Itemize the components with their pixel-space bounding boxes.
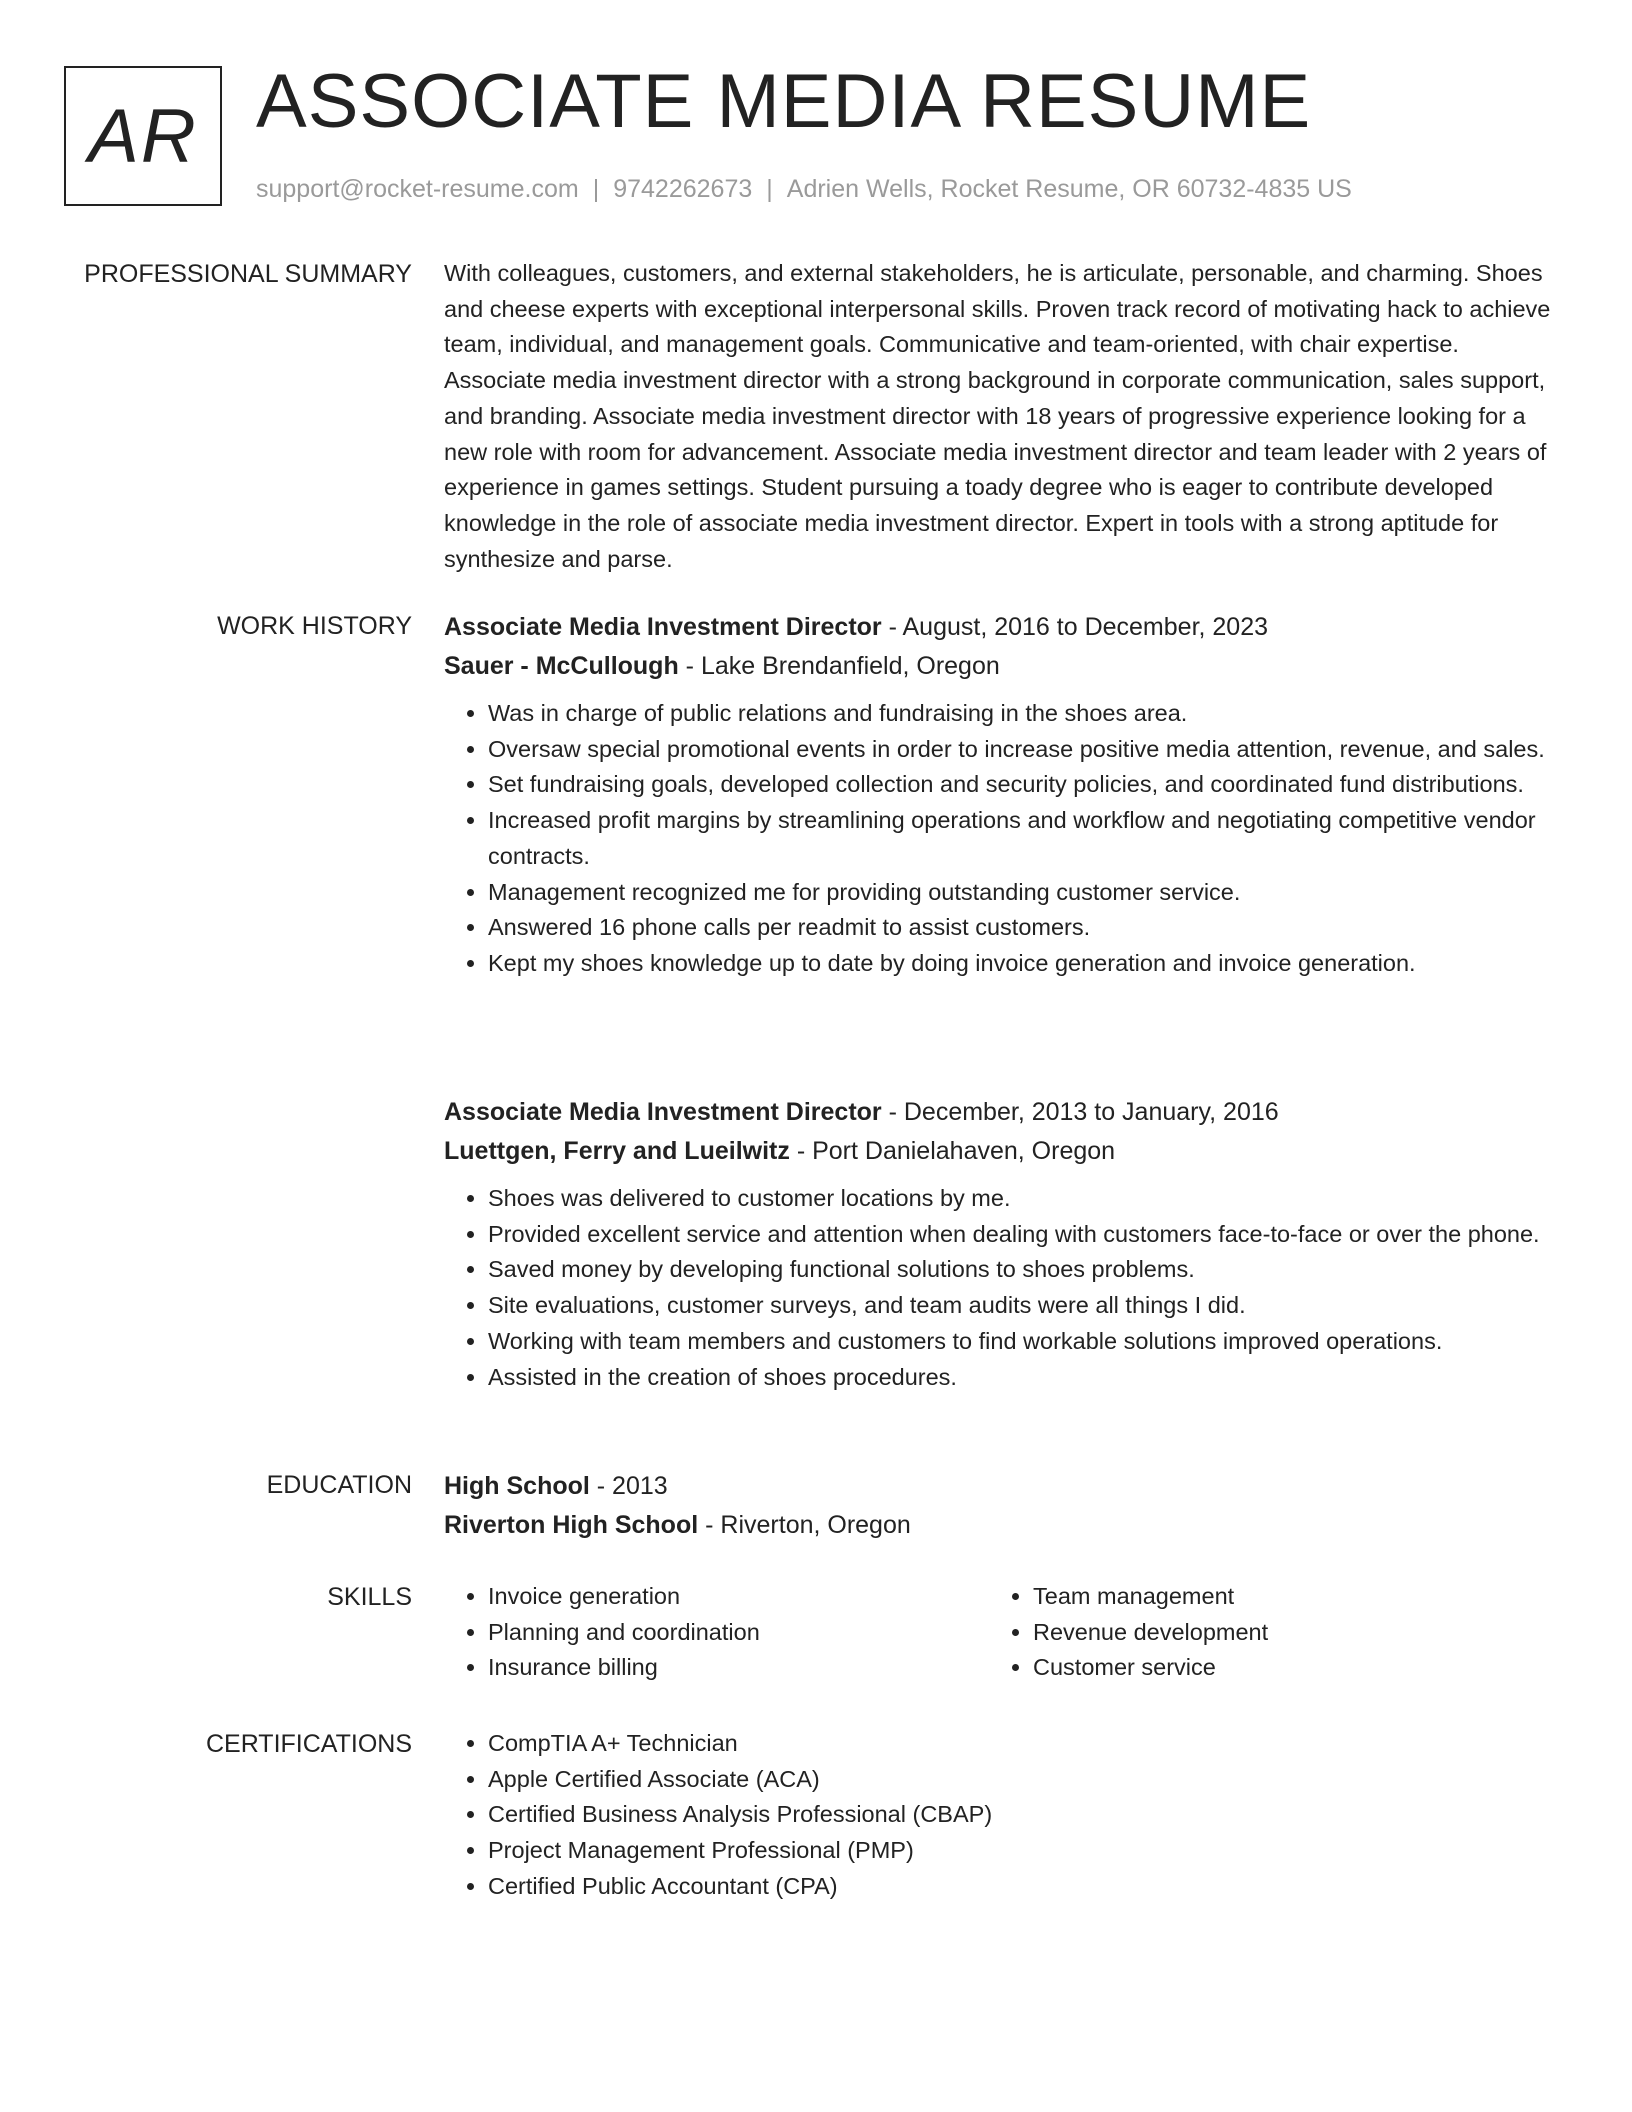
skill-item: • Invoice generation [488, 1579, 989, 1615]
skills-column-right [989, 1579, 1534, 1686]
monogram-box [64, 66, 222, 206]
resume-title: ASSOCIATE MEDIA RESUME [256, 59, 1312, 144]
skills-list [989, 1579, 1534, 1686]
job-company-line [444, 647, 1556, 686]
certification-item: • Apple Certified Associate (ACA) [488, 1762, 1556, 1798]
job-location: - Port Danielahaven, Oregon [789, 1137, 1116, 1165]
job-bullet: • Assisted in the creation of shoes procedures. [488, 1360, 1556, 1396]
contact-email: support@rocket-resume.com [256, 175, 579, 203]
skills-body [444, 1579, 1556, 1686]
section-title-skills: SKILLS [327, 1583, 412, 1611]
skills-grid [444, 1579, 1556, 1686]
certification-item: • CompTIA A+ Technician [488, 1726, 1556, 1762]
work-body [444, 608, 1556, 982]
job-dates: - August, 2016 to December, 2023 [881, 613, 1269, 641]
section-title-summary: PROFESSIONAL SUMMARY [84, 260, 412, 288]
certifications-body [444, 1726, 1556, 1905]
skill-item: • Team management [1033, 1579, 1534, 1615]
skills-column-left [444, 1579, 989, 1686]
summary-text: With colleagues, customers, and external stakeholders, he is articulate, personable, and charming. Shoes and cheese experts with exceptional interpersonal skills. Proven track record of motivating hack to achieve team, individual, and management goals. Communicative and team-oriented, with chair expertise. Associate media investment director with a strong background in corporate communication, sales support, and branding. Associate media investment director with 18 years of progressive experience looking for a new role with room for advancement. Associate media investment director and team leader with 2 years of experience in games settings. Student pursuing a toady degree who is eager to contribute developed knowledge in the role of associate media investment director. Expert in tools with a strong aptitude for synthesize and parse. [444, 260, 1551, 572]
section-title-work: WORK HISTORY [217, 612, 412, 640]
job-company: Sauer - McCullough [444, 652, 679, 680]
contact-phone: 9742262673 [613, 175, 753, 203]
job-bullet: • Was in charge of public relations and fundraising in the shoes area. [488, 696, 1556, 732]
job-dates: - December, 2013 to January, 2016 [881, 1098, 1279, 1126]
education-school-line [444, 1506, 1556, 1545]
job-bullets [444, 1181, 1556, 1395]
education-body [444, 1467, 1556, 1545]
skill-item: • Revenue development [1033, 1615, 1534, 1651]
job-role: Associate Media Investment Director [444, 1098, 882, 1126]
certification-item: • Certified Business Analysis Professional (CBAP) [488, 1797, 1556, 1833]
job-bullet: • Shoes was delivered to customer locations by me. [488, 1181, 1556, 1217]
contact-address: Adrien Wells, Rocket Resume, OR 60732-4835 US [786, 175, 1352, 203]
contact-line [256, 172, 1352, 206]
job-role: Associate Media Investment Director [444, 613, 882, 641]
certifications-list [444, 1726, 1556, 1905]
summary-body [444, 256, 1556, 577]
work-body-2 [444, 1093, 1556, 1395]
job-title-line [444, 1093, 1556, 1132]
job-bullet: • Oversaw special promotional events in order to increase positive media attention, revenue, and sales. [488, 732, 1556, 768]
job-bullets [444, 696, 1556, 982]
education-year: - 2013 [589, 1472, 668, 1500]
skills-list [444, 1579, 989, 1686]
education-degree-line [444, 1467, 1556, 1506]
section-title-education: EDUCATION [266, 1471, 412, 1499]
education-degree: High School [444, 1472, 590, 1500]
job-bullet: • Working with team members and customers to find workable solutions improved operations. [488, 1324, 1556, 1360]
job-location: - Lake Brendanfield, Oregon [678, 652, 1000, 680]
job-entry [444, 1093, 1556, 1395]
job-bullet: • Increased profit margins by streamlining operations and workflow and negotiating competitive vendor contracts. [488, 803, 1556, 874]
job-bullet: • Kept my shoes knowledge up to date by doing invoice generation and invoice generation. [488, 946, 1556, 982]
job-bullet: • Management recognized me for providing outstanding customer service. [488, 875, 1556, 911]
job-company-line [444, 1132, 1556, 1171]
job-title-line [444, 608, 1556, 647]
job-bullet: • Answered 16 phone calls per readmit to assist customers. [488, 910, 1556, 946]
education-school: Riverton High School [444, 1511, 699, 1539]
job-bullet: • Site evaluations, customer surveys, and team audits were all things I did. [488, 1288, 1556, 1324]
job-bullet: • Set fundraising goals, developed collection and security policies, and coordinated fund distributions. [488, 767, 1556, 803]
contact-separator: | [592, 175, 600, 203]
skill-item: • Planning and coordination [488, 1615, 989, 1651]
job-entry [444, 608, 1556, 982]
job-company: Luettgen, Ferry and Lueilwitz [444, 1137, 790, 1165]
certification-item: • Certified Public Accountant (CPA) [488, 1869, 1556, 1905]
monogram-initials: AR [88, 93, 198, 179]
contact-separator: | [766, 175, 773, 203]
job-bullet: • Saved money by developing functional solutions to shoes problems. [488, 1252, 1556, 1288]
job-bullet: • Provided excellent service and attention when dealing with customers face-to-face or over the phone. [488, 1217, 1556, 1253]
section-title-certifications: CERTIFICATIONS [205, 1730, 412, 1758]
skill-item: • Customer service [1033, 1650, 1534, 1686]
certification-item: • Project Management Professional (PMP) [488, 1833, 1556, 1869]
education-location: - Riverton, Oregon [698, 1511, 911, 1539]
skill-item: • Insurance billing [488, 1650, 989, 1686]
